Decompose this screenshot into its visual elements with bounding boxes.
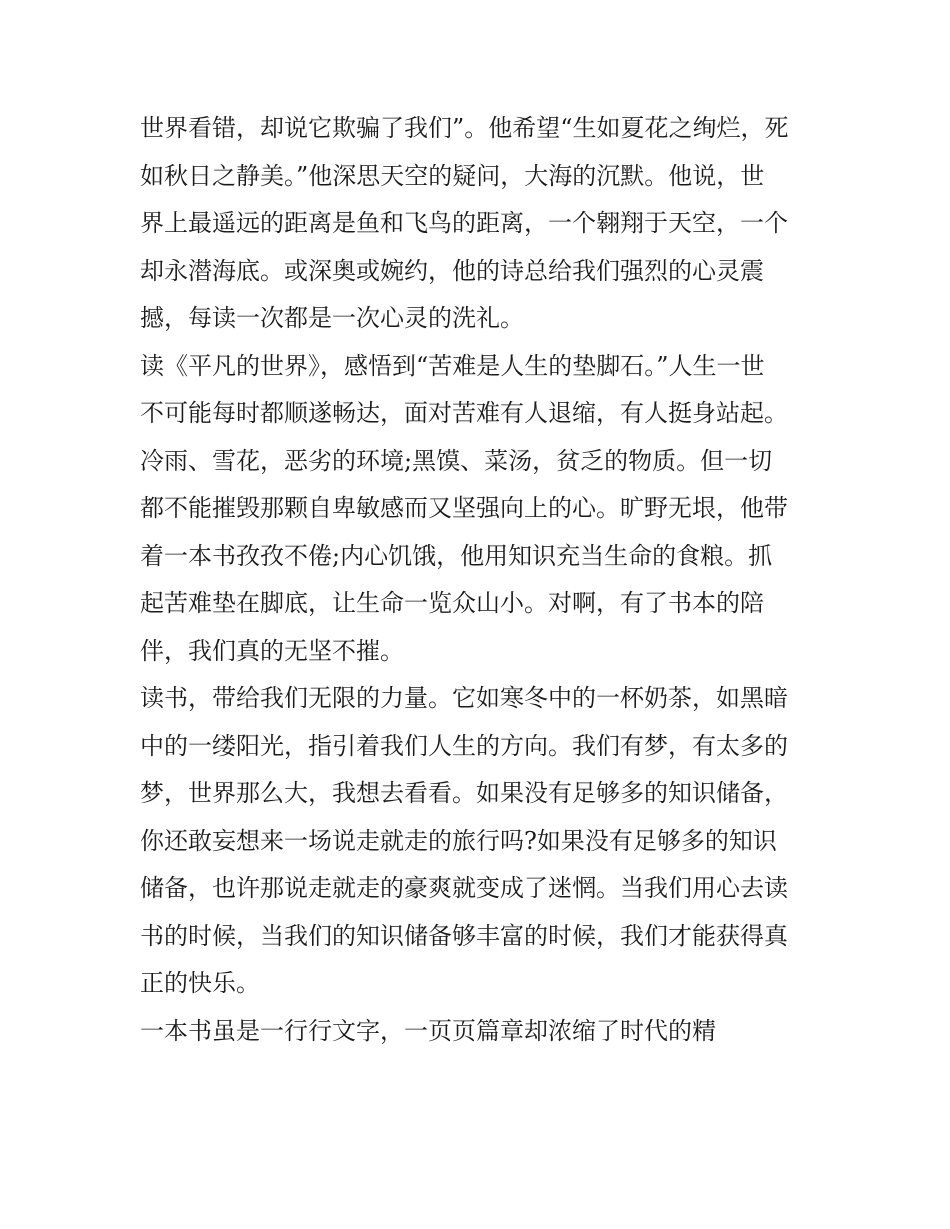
paragraph-1: [140, 105, 820, 343]
text-line: 一本书虽是一行行文字，一页页篇章却浓缩了时代的精: [140, 1016, 716, 1045]
text-line: 读书，带给我们无限的力量。它如寒冬中的一杯奶茶，如黑暗: [140, 684, 788, 712]
text-line: 起苦难垫在脚底，让生命一览众山小。对啊，有了书本的陪: [140, 589, 764, 617]
document-text-body: [140, 105, 820, 1055]
text-line: 储备，也许那说走就走的豪爽就变成了迷惘。当我们用心去读: [140, 874, 788, 902]
text-line: 书的时候，当我们的知识储备够丰富的时候，我们才能获得真: [140, 921, 788, 950]
text-line: 界上最遥远的距离是鱼和飞鸟的距离，一个翱翔于天空，一个: [140, 209, 788, 237]
paragraph-3: [140, 675, 820, 1008]
text-line: 伴，我们真的无坚不摧。: [140, 636, 404, 665]
text-line: 梦，世界那么大，我想去看看。如果没有足够多的知识储备，: [140, 779, 788, 807]
text-line: 都不能摧毁那颗自卑敏感而又坚强向上的心。旷野无垠，他带: [140, 494, 788, 522]
text-line: 着一本书孜孜不倦;内心饥饿，他用知识充当生命的食粮。抓: [140, 541, 773, 570]
text-line: 中的一缕阳光，指引着我们人生的方向。我们有梦，有太多的: [140, 731, 788, 760]
text-line: 不可能每时都顺遂畅达，面对苦难有人退缩，有人挺身站起。: [140, 399, 788, 427]
paragraph-4: [140, 1008, 820, 1056]
paragraph-2: [140, 343, 820, 676]
text-line: 却永潜海底。或深奥或婉约，他的诗总给我们强烈的心灵震: [140, 256, 764, 285]
text-line: 读《平凡的世界》，感悟到“苦难是人生的垫脚石。”人生一世: [140, 351, 765, 380]
text-line: 如秋日之静美。”他深思天空的疑问，大海的沉默。他说，世: [140, 161, 765, 190]
text-line: 正的快乐。: [140, 969, 260, 997]
text-line: 撼，每读一次都是一次心灵的洗礼。: [140, 304, 524, 332]
text-line: 冷雨、雪花，恶劣的环境;黑馍、菜汤，贫乏的物质。但一切: [140, 446, 773, 475]
text-line: 世界看错，却说它欺骗了我们”。他希望“生如夏花之绚烂，死: [140, 114, 789, 142]
text-line: 你还敢妄想来一场说走就走的旅行吗?如果没有足够多的知识: [140, 826, 777, 855]
